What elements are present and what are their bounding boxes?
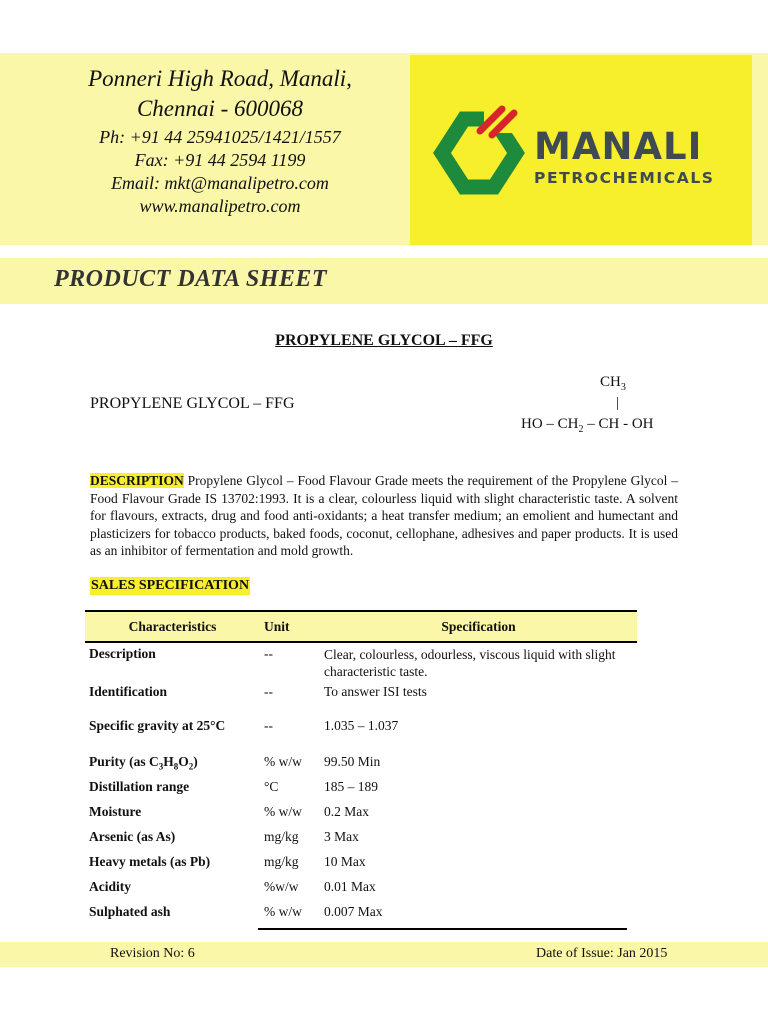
table-row — [85, 642, 637, 684]
table-bottom-rule — [258, 928, 627, 930]
row-characteristic: Heavy metals (as Pb) — [89, 854, 211, 869]
table-row — [85, 776, 637, 801]
table-row — [85, 851, 637, 876]
description-paragraph — [90, 472, 678, 560]
product-name: PROPYLENE GLYCOL – FFG — [90, 395, 295, 412]
table-row — [85, 751, 637, 776]
fax-number: Fax: +91 44 2594 1199 — [134, 150, 306, 170]
row-characteristic: Identification — [89, 684, 168, 699]
table-row — [85, 901, 637, 926]
address-line-1: Ponneri High Road, Manali, — [88, 66, 352, 91]
company-logo — [410, 55, 752, 245]
table-row — [85, 876, 637, 901]
row-characteristic: Distillation range — [89, 779, 190, 794]
row-unit: %w/w — [264, 879, 299, 894]
address-line-2: Chennai - 600068 — [136, 96, 304, 121]
date-of-issue: Date of Issue: Jan 2015 — [536, 946, 668, 961]
row-spec: 3 Max — [324, 829, 359, 844]
sales-spec-heading: SALES SPECIFICATION — [91, 578, 250, 593]
row-spec: 185 – 189 — [324, 779, 378, 794]
table-header-row — [85, 611, 637, 642]
row-unit: -- — [264, 646, 273, 661]
row-unit: mg/kg — [264, 854, 299, 869]
revision-number: Revision No: 6 — [110, 946, 195, 961]
spec-table — [85, 610, 637, 926]
description-text: Propylene Glycol – Food Flavour Grade meets the requirement of the Propylene Glycol – Food Flavour Grade IS 13702:1993. It is a clear, colourless liquid with slight characteristic taste. A solvent for flavours, extracts, drug and food anti-oxidants; a heat transfer medium; an emolient and humectant and plasticizers for tobacco products, baked foods, coconut, cellophane, adhesives and paper products. It is used as an inhibitor of fermentation and mold growth. — [90, 473, 678, 558]
row-unit: -- — [264, 718, 273, 733]
row-spec: 1.035 – 1.037 — [324, 718, 399, 733]
document-title: PROPYLENE GLYCOL – FFG — [275, 332, 493, 349]
hexagon-logo-icon — [428, 103, 528, 203]
row-unit: -- — [264, 684, 273, 699]
row-spec: To answer ISI tests — [324, 684, 427, 699]
formula-bond: | — [616, 395, 620, 411]
col-header-characteristics: Characteristics — [85, 611, 260, 642]
row-spec: 0.2 Max — [324, 804, 369, 819]
row-characteristic: Arsenic (as As) — [89, 829, 176, 844]
table-row — [85, 801, 637, 826]
row-unit: °C — [264, 779, 279, 794]
row-characteristic: Moisture — [89, 804, 142, 819]
table-row — [85, 826, 637, 851]
banner-title: PRODUCT DATA SHEET — [54, 266, 328, 292]
table-row — [85, 684, 637, 714]
row-spec: 10 Max — [324, 854, 366, 869]
row-spec: Clear, colourless, odourless, viscous liquid with slight characteristic taste. — [324, 647, 616, 679]
row-characteristic: Description — [89, 646, 156, 661]
formula-chain: HO – $CH_2$ – CH - OH — [521, 416, 654, 435]
row-spec: 99.50 Min — [324, 754, 381, 769]
phone-number: Ph: +91 44 25941025/1421/1557 — [99, 127, 341, 147]
col-header-unit: Unit — [260, 611, 320, 642]
row-characteristic: Sulphated ash — [89, 904, 171, 919]
col-header-specification: Specification — [320, 611, 637, 642]
row-unit: mg/kg — [264, 829, 299, 844]
logo-name: MANALI — [534, 125, 703, 168]
row-spec: 0.007 Max — [324, 904, 383, 919]
email-address: Email: mkt@manalipetro.com — [111, 173, 329, 193]
row-characteristic: Specific gravity at 25°C — [89, 718, 226, 733]
formula-methyl: $CH_3$ — [600, 374, 626, 393]
description-label: DESCRIPTION — [90, 473, 184, 488]
logo-subtitle: PETROCHEMICALS — [534, 169, 715, 187]
table-row — [85, 714, 637, 751]
row-spec: 0.01 Max — [324, 879, 376, 894]
row-unit: % w/w — [264, 904, 302, 919]
website-url: www.manalipetro.com — [139, 196, 301, 216]
row-characteristic: Acidity — [89, 879, 131, 894]
contact-block — [40, 64, 400, 218]
row-characteristic: Purity (as $C_3H_8O_2$) — [89, 754, 198, 772]
row-unit: % w/w — [264, 804, 302, 819]
row-unit: % w/w — [264, 754, 302, 769]
